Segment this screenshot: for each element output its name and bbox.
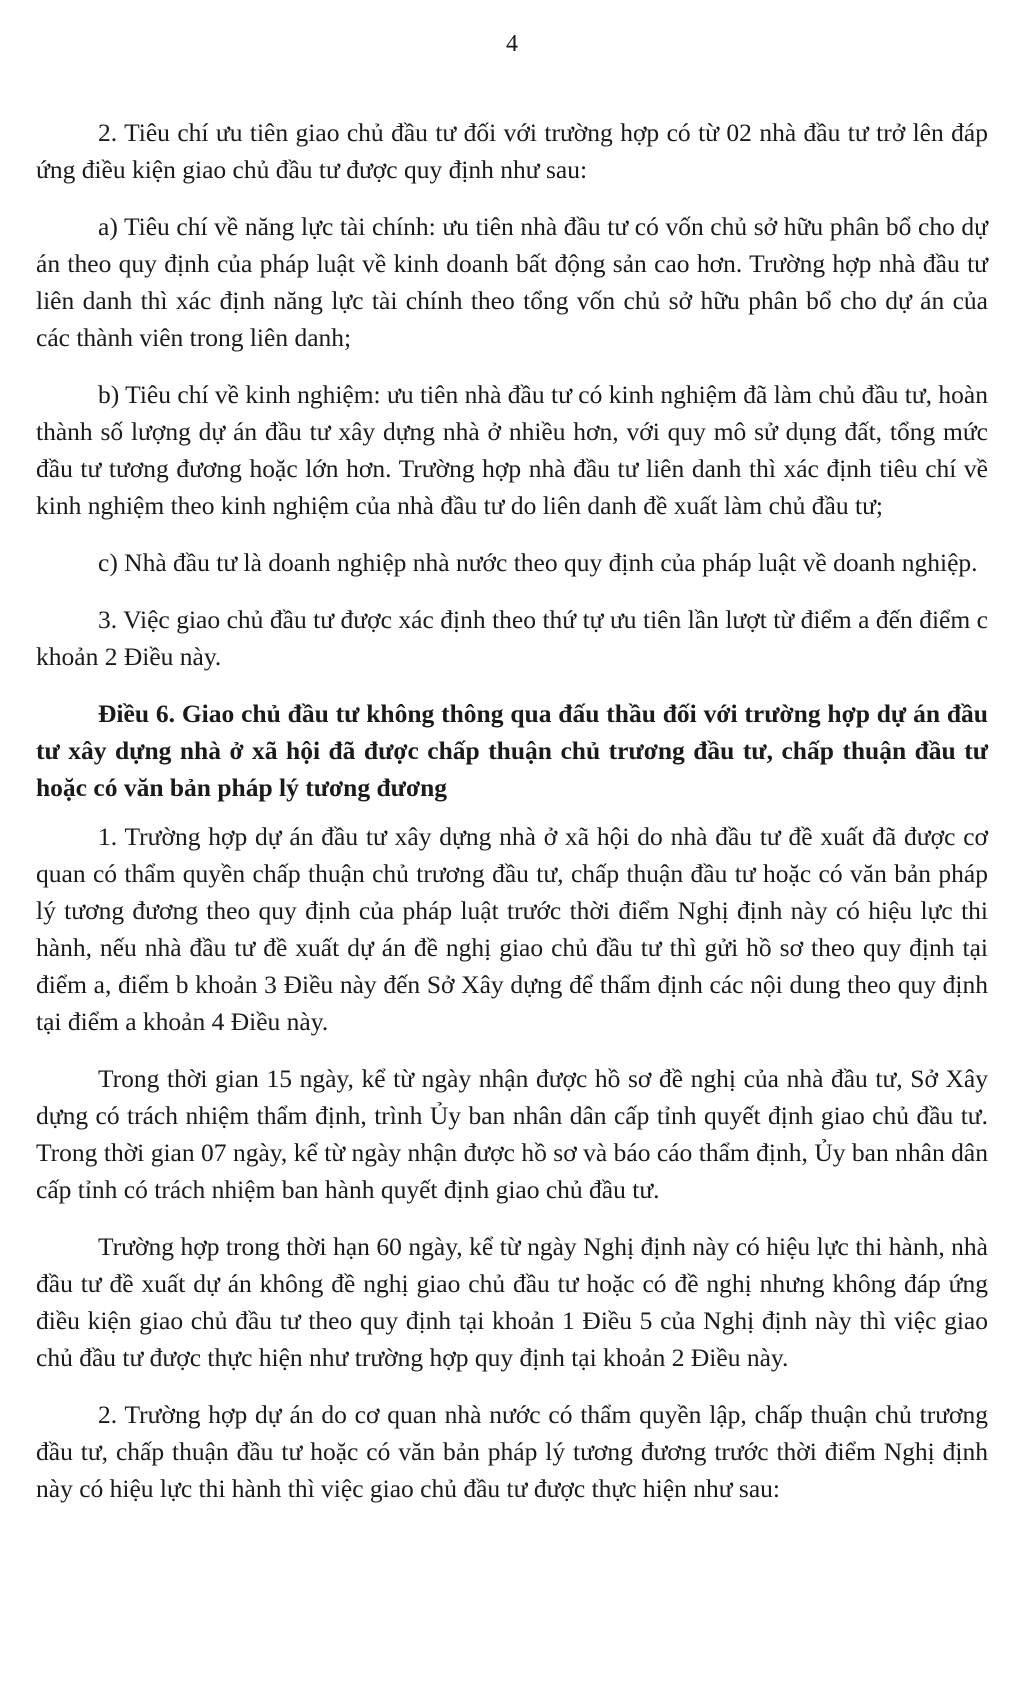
- paragraph-clause-3: 3. Việc giao chủ đầu tư được xác định theo thứ tự ưu tiên lần lượt từ điểm a đến điểm c khoản 2 Điều này.: [36, 605, 988, 671]
- paragraph-article6-timeline: Trong thời gian 15 ngày, kể từ ngày nhận được hồ sơ đề nghị của nhà đầu tư, Sở Xây dựng có trách nhiệm thẩm định, trình Ủy ban nhân dân cấp tỉnh quyết định giao chủ đầu tư. Trong thời gian 07 ngày, kể từ ngày nhận được hồ sơ và báo cáo thẩm định, Ủy ban nhân dân cấp tỉnh có trách nhiệm ban hành quyết định giao chủ đầu tư.: [36, 1064, 988, 1204]
- paragraph-criteria-intro: 2. Tiêu chí ưu tiên giao chủ đầu tư đối với trường hợp có từ 02 nhà đầu tư trở lên đáp ứng điều kiện giao chủ đầu tư được quy định như sau:: [36, 118, 988, 184]
- paragraph-article6-clause-1: 1. Trường hợp dự án đầu tư xây dựng nhà ở xã hội do nhà đầu tư đề xuất đã được cơ quan có thẩm quyền chấp thuận chủ trương đầu tư, chấp thuận đầu tư hoặc có văn bản pháp lý tương đương theo quy định của pháp luật trước thời điểm Nghị định này có hiệu lực thi hành, nếu nhà đầu tư đề xuất dự án đề nghị giao chủ đầu tư thì gửi hồ sơ theo quy định tại điểm a, điểm b khoản 3 Điều này đến Sở Xây dựng để thẩm định các nội dung theo quy định tại điểm a khoản 4 Điều này.: [36, 822, 988, 1036]
- article-6-heading: Điều 6. Giao chủ đầu tư không thông qua đấu thầu đối với trường hợp dự án đầu tư xây dựng nhà ở xã hội đã được chấp thuận chủ trương đầu tư, chấp thuận đầu tư hoặc có văn bản pháp lý tương đương: [36, 699, 988, 802]
- paragraph-criteria-b: b) Tiêu chí về kinh nghiệm: ưu tiên nhà đầu tư có kinh nghiệm đã làm chủ đầu tư, hoàn thành số lượng dự án đầu tư xây dựng nhà ở nhiều hơn, với quy mô sử dụng đất, tổng mức đầu tư tương đương hoặc lớn hơn. Trường hợp nhà đầu tư liên danh thì xác định tiêu chí về kinh nghiệm theo kinh nghiệm của nhà đầu tư do liên danh đề xuất làm chủ đầu tư;: [36, 380, 988, 520]
- paragraph-criteria-a: a) Tiêu chí về năng lực tài chính: ưu tiên nhà đầu tư có vốn chủ sở hữu phân bổ cho dự án theo quy định của pháp luật về kinh doanh bất động sản cao hơn. Trường hợp nhà đầu tư liên danh thì xác định năng lực tài chính theo tổng vốn chủ sở hữu phân bổ cho dự án của các thành viên trong liên danh;: [36, 212, 988, 352]
- page-number: 4: [506, 31, 518, 57]
- paragraph-article6-clause-2: 2. Trường hợp dự án do cơ quan nhà nước có thẩm quyền lập, chấp thuận chủ trương đầu tư, chấp thuận đầu tư hoặc có văn bản pháp lý tương đương trước thời điểm Nghị định này có hiệu lực thi hành thì việc giao chủ đầu tư được thực hiện như sau:: [36, 1400, 988, 1503]
- paragraph-criteria-c: c) Nhà đầu tư là doanh nghiệp nhà nước theo quy định của pháp luật về doanh nghiệp.: [98, 548, 978, 577]
- paragraph-article6-60-days: Trường hợp trong thời hạn 60 ngày, kể từ ngày Nghị định này có hiệu lực thi hành, nhà đầu tư đề xuất dự án không đề nghị giao chủ đầu tư hoặc có đề nghị nhưng không đáp ứng điều kiện giao chủ đầu tư theo quy định tại khoản 1 Điều 5 của Nghị định này thì việc giao chủ đầu tư được thực hiện như trường hợp quy định tại khoản 2 Điều này.: [36, 1232, 988, 1372]
